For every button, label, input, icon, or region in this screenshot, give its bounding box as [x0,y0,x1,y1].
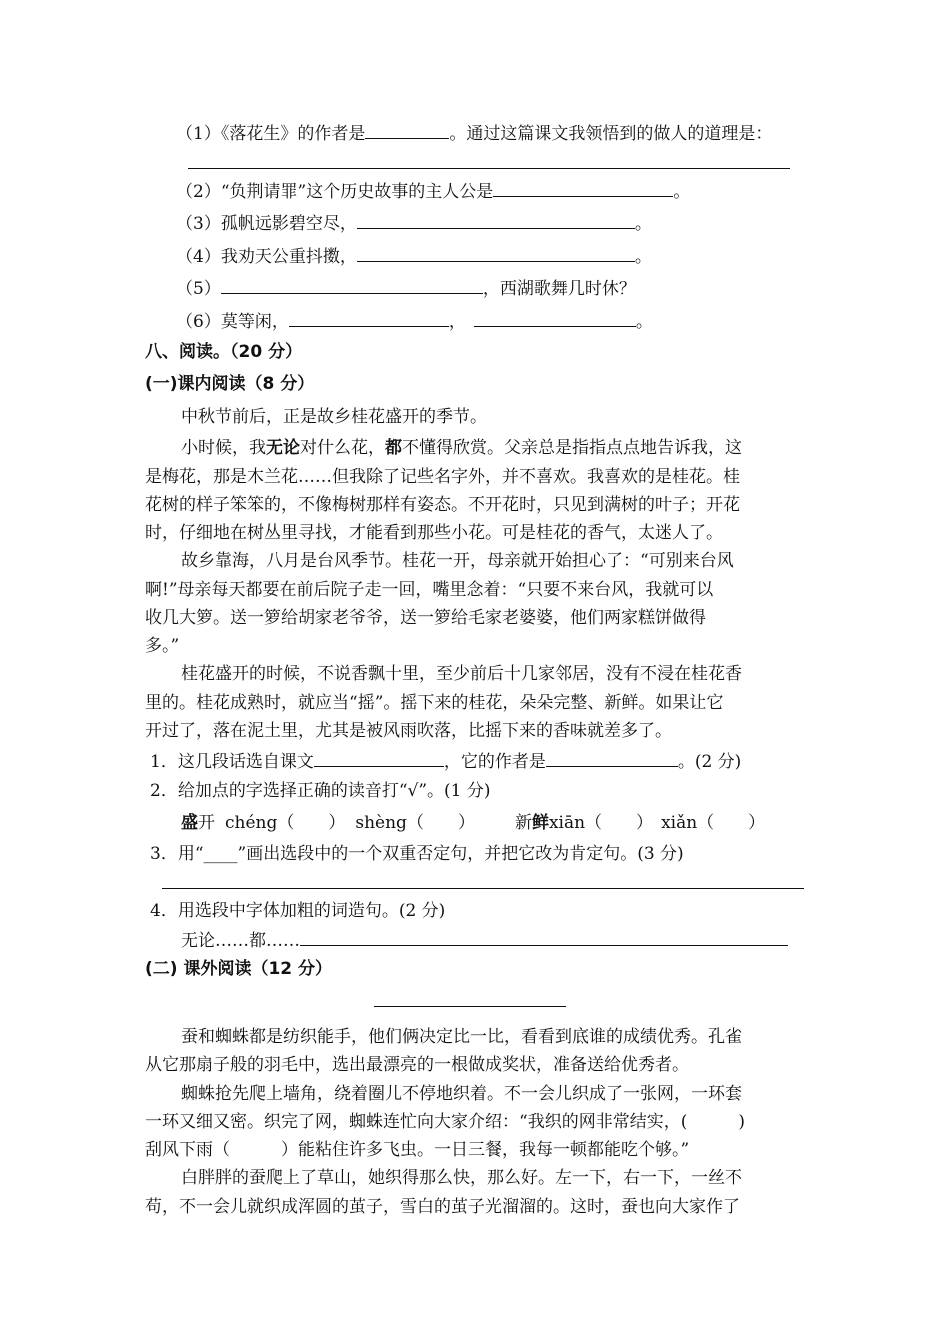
part-1-title: (一)课内阅读（8 分） [145,374,315,394]
passage-line: 苟，不一会儿就织成浑圆的茧子，雪白的茧子光溜溜的。这时，蚕也向大家作了 [145,1197,740,1217]
passage-line: 从它那扇子般的羽毛中，选出最漂亮的一根做成奖状，准备送给优秀者。 [145,1055,689,1075]
passage-line: 啊!”母亲每天都要在前后院子走一回，嘴里念着：“只要不来台风，我就可以 [145,580,714,600]
fill-question-6 [176,309,653,333]
fill-question-1 [176,121,772,145]
passage-line: 是梅花，那是木兰花……但我除了记些名字外，并不喜欢。我喜欢的是桂花。桂 [145,467,740,487]
passage-line: 收几大箩。送一箩给胡家老爷爷，送一箩给毛家老婆婆，他们两家糕饼做得 [145,608,706,628]
passage-line: 蜘蛛抢先爬上墙角，绕着圈儿不停地织着。不一会儿织成了一张网，一环套 [181,1084,742,1104]
text: 。(2 分) [677,752,742,772]
fill-question-2 [176,179,690,203]
fill-question-4 [176,244,652,268]
passage-line: 白胖胖的蚕爬上了草山，她织得那么快，那么好。左一下，右一下，一丝不 [181,1168,742,1188]
passage-line: 中秋节前后，正是故乡桂花盛开的季节。 [181,407,487,427]
pinyin-option[interactable]: chéng（ ） [225,813,346,833]
text: 。 [635,312,653,332]
text: 。 [634,214,652,234]
text: 开 [198,813,215,833]
passage-line: 花树的样子笨笨的，不像梅树那样有姿态。不开花时，只见到满树的叶子；开花 [145,495,740,515]
passage-line: 开过了，落在泥土里，尤其是被风雨吹落，比摇下来的香味就差多了。 [145,721,672,741]
passage-line: 桂花盛开的时候，不说香飘十里，至少前后十几家邻居，没有不浸在桂花香 [181,664,742,684]
reading-question-4: 4．用选段中字体加粗的词造句。(2 分) [150,901,446,921]
text: 新 [514,813,532,833]
text: 。通过这篇课文我领悟到的做人的道理是： [449,124,773,144]
section-8-title: 八、阅读。（20 分） [145,342,303,362]
title-blank[interactable] [374,1006,566,1007]
passage-line: 里的。桂花成熟时，就应当“摇”。摇下来的桂花，朵朵完整、新鲜。如果让它 [145,693,724,713]
passage-line: 蚕和蜘蛛都是纺织能手，他们俩决定比一比，看看到底谁的成绩优秀。孔雀 [181,1027,742,1047]
sentence-prompt [181,928,788,952]
answer-line[interactable] [162,888,804,889]
answer-blank[interactable] [546,749,678,767]
reading-question-3: 3．用“____”画出选段中的一个双重否定句，并把它改为肯定句。(3 分) [150,844,684,864]
text: （2）“负荆请罪”这个历史故事的主人公是 [176,182,494,202]
passage-line: 多。” [145,636,180,656]
answer-blank[interactable] [221,276,483,294]
bold-word: 都 [385,438,402,458]
text: （1）《落花生》的作者是 [176,124,366,144]
reading-question-2: 2．给加点的字选择正确的读音打“√”。(1 分) [150,781,491,801]
text: 。 [673,182,691,202]
text: ，西湖歌舞几时休？ [482,279,636,299]
passage-line: 时，仔细地在树丛里寻找，才能看到那些小花。可是桂花的香气，太迷人了。 [145,523,723,543]
text: 不懂得欣赏。父亲总是指指点点地告诉我，这 [402,438,742,458]
answer-blank[interactable] [474,309,636,327]
answer-blank[interactable] [300,928,788,946]
text: ，它的作者是 [443,752,546,772]
fill-question-5 [176,276,636,300]
text: （4）我劝天公重抖擞， [176,247,357,267]
answer-blank[interactable] [365,121,449,139]
answer-blank[interactable] [357,211,635,229]
passage-line: 刮风下雨（ ）能粘住许多飞虫。一日三餐，我每一顿都能吃个够。” [145,1140,690,1160]
passage-line: 一环又细又密。织完了网，蜘蛛连忙向大家介绍：“我织的网非常结实，( ) [145,1112,745,1132]
text: 小时候，我 [181,438,266,458]
dotted-char: 盛 [181,813,198,833]
text: 1．这几段话选自课文 [150,752,314,772]
text: 。 [634,247,652,267]
passage-line: 故乡靠海，八月是台风季节。桂花一开，母亲就开始担心了：“可别来台风 [181,551,734,571]
text: 对什么花， [300,438,385,458]
answer-blank[interactable] [357,244,635,262]
text: 无论……都…… [181,931,300,951]
text: ， [448,312,466,332]
answer-blank[interactable] [289,309,449,327]
text: （3）孤帆远影碧空尽， [176,214,357,234]
bold-word: 无论 [266,438,300,458]
answer-blank[interactable] [314,749,444,767]
reading-question-1 [150,749,741,773]
answer-blank[interactable] [493,179,673,197]
answer-line[interactable] [188,168,790,169]
fill-question-3 [176,211,652,235]
pinyin-option[interactable]: xiān（ ） [548,813,654,833]
text: （6）莫等闲， [176,312,289,332]
pinyin-option[interactable]: xiǎn（ ） [661,813,766,833]
part-2-title: (二) 课外阅读（12 分） [145,959,333,979]
passage-line [181,437,742,459]
text: （5） [176,279,221,299]
pinyin-options [181,812,765,834]
pinyin-option[interactable]: shèng（ ） [355,813,475,833]
dotted-char: 鲜 [531,813,549,833]
